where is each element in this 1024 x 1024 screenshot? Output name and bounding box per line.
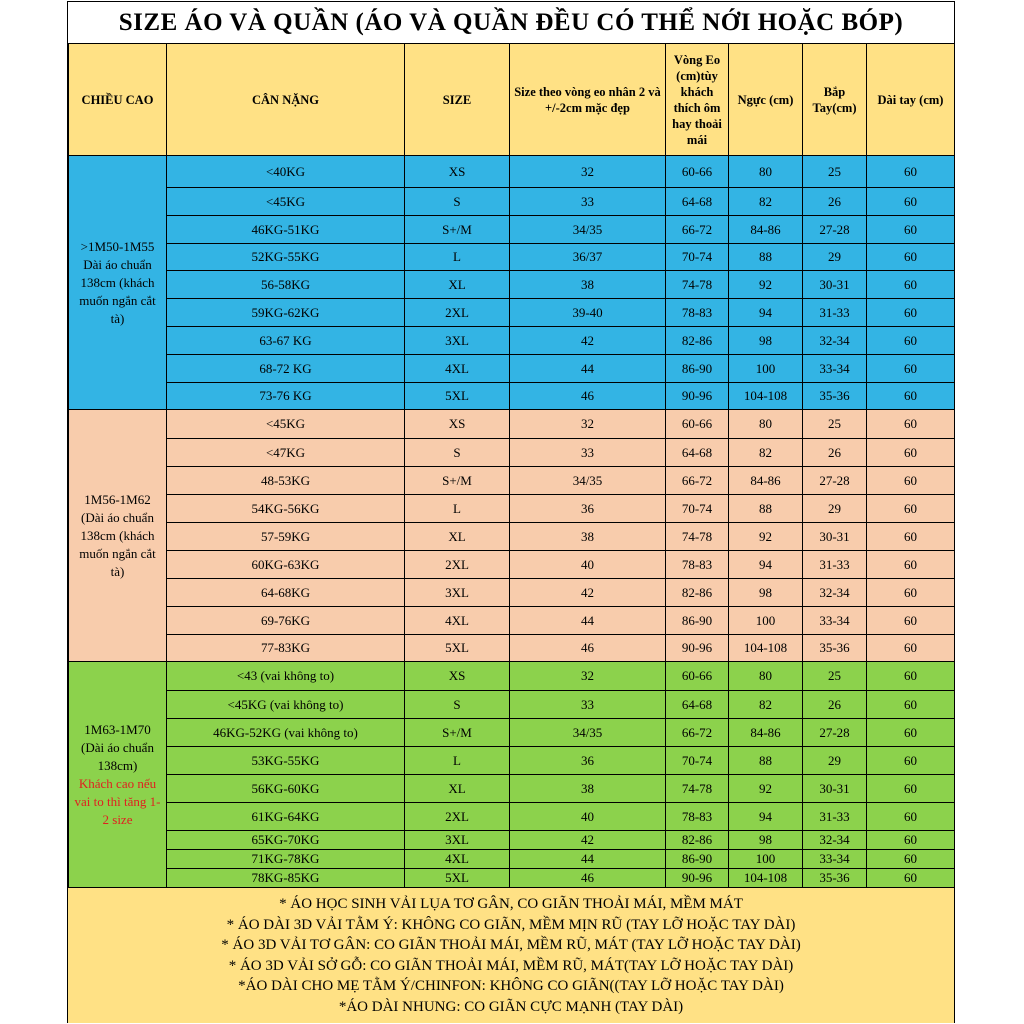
arm-cell: 29: [803, 495, 867, 523]
height-group-text: 1M63-1M70 (Dài áo chuẩn 138cm): [81, 721, 154, 773]
waist-cell: 60-66: [666, 156, 729, 188]
header-sleeve-length: Dài tay (cm): [867, 44, 955, 156]
waist-cell: 82-86: [666, 579, 729, 607]
chest-cell: 88: [729, 495, 803, 523]
table-row: [69, 355, 955, 383]
table-row: [69, 156, 955, 188]
table-row: [69, 439, 955, 467]
arm-cell: 29: [803, 747, 867, 775]
waist-cell: 66-72: [666, 467, 729, 495]
waist-size-cell: 42: [510, 579, 666, 607]
weight-cell: <45KG (vai không to): [167, 691, 405, 719]
arm-cell: 35-36: [803, 635, 867, 662]
fabric-notes: [68, 887, 954, 1023]
arm-cell: 27-28: [803, 719, 867, 747]
waist-cell: 90-96: [666, 635, 729, 662]
chest-cell: 88: [729, 244, 803, 271]
chest-cell: 104-108: [729, 383, 803, 410]
sleeve-cell: 60: [867, 355, 955, 383]
sleeve-cell: 60: [867, 467, 955, 495]
chest-cell: 92: [729, 271, 803, 299]
sleeve-cell: 60: [867, 775, 955, 803]
waist-cell: 78-83: [666, 299, 729, 327]
arm-cell: 30-31: [803, 523, 867, 551]
table-row: [69, 467, 955, 495]
waist-cell: 86-90: [666, 355, 729, 383]
chest-cell: 84-86: [729, 216, 803, 244]
waist-size-cell: 33: [510, 691, 666, 719]
waist-size-cell: 42: [510, 831, 666, 850]
size-cell: 3XL: [405, 327, 510, 355]
waist-size-cell: 46: [510, 869, 666, 888]
note-line: * ÁO HỌC SINH VẢI LỤA TƠ GÂN, CO GIÃN THOẢI MÁI, MỀM MÁT: [279, 896, 743, 912]
sleeve-cell: 60: [867, 383, 955, 410]
waist-cell: 78-83: [666, 551, 729, 579]
chest-cell: 82: [729, 439, 803, 467]
size-cell: L: [405, 495, 510, 523]
chest-cell: 84-86: [729, 467, 803, 495]
arm-cell: 35-36: [803, 383, 867, 410]
waist-cell: 82-86: [666, 327, 729, 355]
size-chart-sheet: [67, 1, 955, 1023]
header-height: CHIỀU CAO: [69, 44, 167, 156]
height-group-text: >1M50-1M55 Dài áo chuẩn 138cm (khách muốn ngắn cắt tà): [79, 238, 156, 326]
waist-size-cell: 38: [510, 271, 666, 299]
sleeve-cell: 60: [867, 850, 955, 869]
size-cell: 5XL: [405, 869, 510, 888]
waist-cell: 74-78: [666, 271, 729, 299]
sleeve-cell: 60: [867, 156, 955, 188]
waist-cell: 70-74: [666, 244, 729, 271]
sleeve-cell: 60: [867, 635, 955, 662]
chest-cell: 104-108: [729, 869, 803, 888]
size-cell: 3XL: [405, 831, 510, 850]
chest-cell: 100: [729, 850, 803, 869]
weight-cell: 73-76 KG: [167, 383, 405, 410]
sleeve-cell: 60: [867, 803, 955, 831]
table-row: [69, 719, 955, 747]
table-row: [69, 635, 955, 662]
table-row: [69, 831, 955, 850]
waist-cell: 70-74: [666, 495, 729, 523]
size-cell: XS: [405, 156, 510, 188]
table-row: [69, 775, 955, 803]
arm-cell: 32-34: [803, 831, 867, 850]
waist-size-cell: 44: [510, 607, 666, 635]
chest-cell: 80: [729, 156, 803, 188]
weight-cell: <47KG: [167, 439, 405, 467]
sleeve-cell: 60: [867, 523, 955, 551]
table-row: [69, 244, 955, 271]
arm-cell: 29: [803, 244, 867, 271]
weight-cell: 69-76KG: [167, 607, 405, 635]
table-row: [69, 803, 955, 831]
sleeve-cell: 60: [867, 869, 955, 888]
size-cell: 5XL: [405, 383, 510, 410]
table-body: [69, 156, 955, 888]
arm-cell: 32-34: [803, 579, 867, 607]
waist-cell: 86-90: [666, 607, 729, 635]
header-arm: Bắp Tay(cm): [803, 44, 867, 156]
chest-cell: 98: [729, 831, 803, 850]
waist-size-cell: 32: [510, 662, 666, 691]
sleeve-cell: 60: [867, 439, 955, 467]
sleeve-cell: 60: [867, 747, 955, 775]
table-row: [69, 299, 955, 327]
note-line: *ÁO DÀI NHUNG: CO GIÃN CỰC MẠNH (TAY DÀI): [338, 998, 684, 1015]
sleeve-cell: 60: [867, 551, 955, 579]
waist-size-cell: 46: [510, 635, 666, 662]
waist-cell: 90-96: [666, 383, 729, 410]
waist-size-cell: 34/35: [510, 719, 666, 747]
chest-cell: 80: [729, 410, 803, 439]
weight-cell: <40KG: [167, 156, 405, 188]
waist-cell: 78-83: [666, 803, 729, 831]
size-cell: S: [405, 188, 510, 216]
size-table: [68, 43, 955, 888]
height-group-label: [69, 662, 167, 888]
waist-size-cell: 36: [510, 495, 666, 523]
arm-cell: 26: [803, 439, 867, 467]
table-row: [69, 523, 955, 551]
note-line: * ÁO 3D VẢI TƠ GÂN: CO GIÃN THOẢI MÁI, MỀM RŨ, MÁT (TAY LỠ HOẶC TAY DÀI): [221, 937, 801, 953]
table-row: [69, 495, 955, 523]
chest-cell: 82: [729, 188, 803, 216]
weight-cell: 63-67 KG: [167, 327, 405, 355]
arm-cell: 31-33: [803, 551, 867, 579]
waist-cell: 82-86: [666, 831, 729, 850]
weight-cell: <45KG: [167, 410, 405, 439]
waist-size-cell: 42: [510, 327, 666, 355]
chest-cell: 98: [729, 327, 803, 355]
chest-cell: 98: [729, 579, 803, 607]
weight-cell: 56-58KG: [167, 271, 405, 299]
sleeve-cell: 60: [867, 719, 955, 747]
weight-cell: 64-68KG: [167, 579, 405, 607]
waist-cell: 60-66: [666, 410, 729, 439]
waist-size-cell: 44: [510, 850, 666, 869]
sleeve-cell: 60: [867, 244, 955, 271]
size-cell: S+/M: [405, 216, 510, 244]
chest-cell: 82: [729, 691, 803, 719]
waist-size-cell: 40: [510, 803, 666, 831]
arm-cell: 30-31: [803, 775, 867, 803]
waist-size-cell: 46: [510, 383, 666, 410]
chest-cell: 94: [729, 803, 803, 831]
arm-cell: 27-28: [803, 216, 867, 244]
sleeve-cell: 60: [867, 271, 955, 299]
table-row: [69, 850, 955, 869]
waist-size-cell: 33: [510, 188, 666, 216]
weight-cell: <43 (vai không to): [167, 662, 405, 691]
size-cell: S: [405, 691, 510, 719]
size-cell: S: [405, 439, 510, 467]
weight-cell: 65KG-70KG: [167, 831, 405, 850]
waist-size-cell: 36/37: [510, 244, 666, 271]
header-size: SIZE: [405, 44, 510, 156]
waist-size-cell: 40: [510, 551, 666, 579]
sleeve-cell: 60: [867, 579, 955, 607]
waist-cell: 66-72: [666, 216, 729, 244]
sleeve-cell: 60: [867, 607, 955, 635]
table-row: [69, 188, 955, 216]
size-cell: 5XL: [405, 635, 510, 662]
size-cell: 3XL: [405, 579, 510, 607]
arm-cell: 30-31: [803, 271, 867, 299]
height-group-label: [69, 156, 167, 410]
size-cell: S+/M: [405, 719, 510, 747]
size-cell: 4XL: [405, 607, 510, 635]
size-cell: XL: [405, 775, 510, 803]
header-weight: CÂN NẶNG: [167, 44, 405, 156]
table-row: [69, 327, 955, 355]
waist-size-cell: 34/35: [510, 216, 666, 244]
size-cell: 2XL: [405, 551, 510, 579]
sleeve-cell: 60: [867, 831, 955, 850]
chest-cell: 92: [729, 523, 803, 551]
note-line: *ÁO DÀI CHO MẸ TẰM Ý/CHINFON: KHÔNG CO GIÃN((TAY LỠ HOẶC TAY DÀI): [238, 978, 784, 994]
arm-cell: 33-34: [803, 850, 867, 869]
chest-cell: 100: [729, 607, 803, 635]
sleeve-cell: 60: [867, 327, 955, 355]
weight-cell: 46KG-51KG: [167, 216, 405, 244]
chest-cell: 94: [729, 551, 803, 579]
size-cell: S+/M: [405, 467, 510, 495]
arm-cell: 31-33: [803, 299, 867, 327]
waist-size-cell: 39-40: [510, 299, 666, 327]
weight-cell: 61KG-64KG: [167, 803, 405, 831]
arm-cell: 25: [803, 410, 867, 439]
waist-cell: 74-78: [666, 523, 729, 551]
waist-cell: 70-74: [666, 747, 729, 775]
size-cell: 2XL: [405, 803, 510, 831]
chest-cell: 80: [729, 662, 803, 691]
arm-cell: 26: [803, 691, 867, 719]
weight-cell: 54KG-56KG: [167, 495, 405, 523]
table-row: [69, 869, 955, 888]
weight-cell: 46KG-52KG (vai không to): [167, 719, 405, 747]
weight-cell: 78KG-85KG: [167, 869, 405, 888]
table-row: [69, 691, 955, 719]
weight-cell: 48-53KG: [167, 467, 405, 495]
sleeve-cell: 60: [867, 299, 955, 327]
waist-cell: 66-72: [666, 719, 729, 747]
chest-cell: 100: [729, 355, 803, 383]
waist-cell: 64-68: [666, 691, 729, 719]
size-cell: XL: [405, 271, 510, 299]
waist-size-cell: 34/35: [510, 467, 666, 495]
arm-cell: 33-34: [803, 607, 867, 635]
table-row: [69, 747, 955, 775]
chest-cell: 92: [729, 775, 803, 803]
sleeve-cell: 60: [867, 410, 955, 439]
arm-cell: 25: [803, 662, 867, 691]
chest-cell: 104-108: [729, 635, 803, 662]
table-row: [69, 551, 955, 579]
waist-cell: 90-96: [666, 869, 729, 888]
chest-cell: 84-86: [729, 719, 803, 747]
weight-cell: <45KG: [167, 188, 405, 216]
waist-cell: 64-68: [666, 439, 729, 467]
waist-size-cell: 44: [510, 355, 666, 383]
table-row: [69, 410, 955, 439]
weight-cell: 57-59KG: [167, 523, 405, 551]
waist-size-cell: 36: [510, 747, 666, 775]
sleeve-cell: 60: [867, 691, 955, 719]
arm-cell: 33-34: [803, 355, 867, 383]
table-row: [69, 383, 955, 410]
size-cell: XL: [405, 523, 510, 551]
sleeve-cell: 60: [867, 495, 955, 523]
waist-size-cell: 33: [510, 439, 666, 467]
note-line: * ÁO DÀI 3D VẢI TẰM Ý: KHÔNG CO GIÃN, MỀM MỊN RŨ (TAY LỠ HOẶC TAY DÀI): [226, 916, 796, 933]
table-row: [69, 216, 955, 244]
waist-cell: 74-78: [666, 775, 729, 803]
table-row: [69, 579, 955, 607]
arm-cell: 32-34: [803, 327, 867, 355]
sleeve-cell: 60: [867, 188, 955, 216]
size-cell: L: [405, 747, 510, 775]
header-chest: Ngực (cm): [729, 44, 803, 156]
note-line: * ÁO 3D VẢI SỞ GỖ: CO GIÃN THOẢI MÁI, MỀM RŨ, MÁT(TAY LỠ HOẶC TAY DÀI): [228, 957, 794, 974]
size-cell: 4XL: [405, 850, 510, 869]
weight-cell: 60KG-63KG: [167, 551, 405, 579]
waist-size-cell: 32: [510, 410, 666, 439]
weight-cell: 68-72 KG: [167, 355, 405, 383]
waist-size-cell: 38: [510, 523, 666, 551]
header-waist: Vòng Eo (cm)tùy khách thích ôm hay thoải mái: [666, 44, 729, 156]
table-row: [69, 662, 955, 691]
size-cell: 2XL: [405, 299, 510, 327]
waist-cell: 60-66: [666, 662, 729, 691]
weight-cell: 53KG-55KG: [167, 747, 405, 775]
weight-cell: 77-83KG: [167, 635, 405, 662]
height-group-warning: Khách cao nếu vai to thì tăng 1-2 size: [74, 775, 161, 827]
size-cell: XS: [405, 662, 510, 691]
size-cell: L: [405, 244, 510, 271]
arm-cell: 31-33: [803, 803, 867, 831]
table-row: [69, 607, 955, 635]
size-cell: 4XL: [405, 355, 510, 383]
sleeve-cell: 60: [867, 662, 955, 691]
height-group-text: 1M56-1M62 (Dài áo chuẩn 138cm (khách muốn ngắn cắt tà): [79, 491, 156, 579]
arm-cell: 27-28: [803, 467, 867, 495]
table-row: [69, 271, 955, 299]
page-title: SIZE ÁO VÀ QUẦN (ÁO VÀ QUẦN ĐỀU CÓ THỂ NỚI HOẶC BÓP): [68, 2, 954, 44]
arm-cell: 25: [803, 156, 867, 188]
header-waist-size: Size theo vòng eo nhân 2 và +/-2cm mặc đẹp: [510, 44, 666, 156]
height-group-label: [69, 410, 167, 662]
weight-cell: 52KG-55KG: [167, 244, 405, 271]
waist-size-cell: 38: [510, 775, 666, 803]
header-row: [69, 44, 955, 156]
weight-cell: 71KG-78KG: [167, 850, 405, 869]
sleeve-cell: 60: [867, 216, 955, 244]
weight-cell: 59KG-62KG: [167, 299, 405, 327]
waist-size-cell: 32: [510, 156, 666, 188]
chest-cell: 88: [729, 747, 803, 775]
waist-cell: 64-68: [666, 188, 729, 216]
weight-cell: 56KG-60KG: [167, 775, 405, 803]
arm-cell: 35-36: [803, 869, 867, 888]
chest-cell: 94: [729, 299, 803, 327]
size-cell: XS: [405, 410, 510, 439]
waist-cell: 86-90: [666, 850, 729, 869]
arm-cell: 26: [803, 188, 867, 216]
